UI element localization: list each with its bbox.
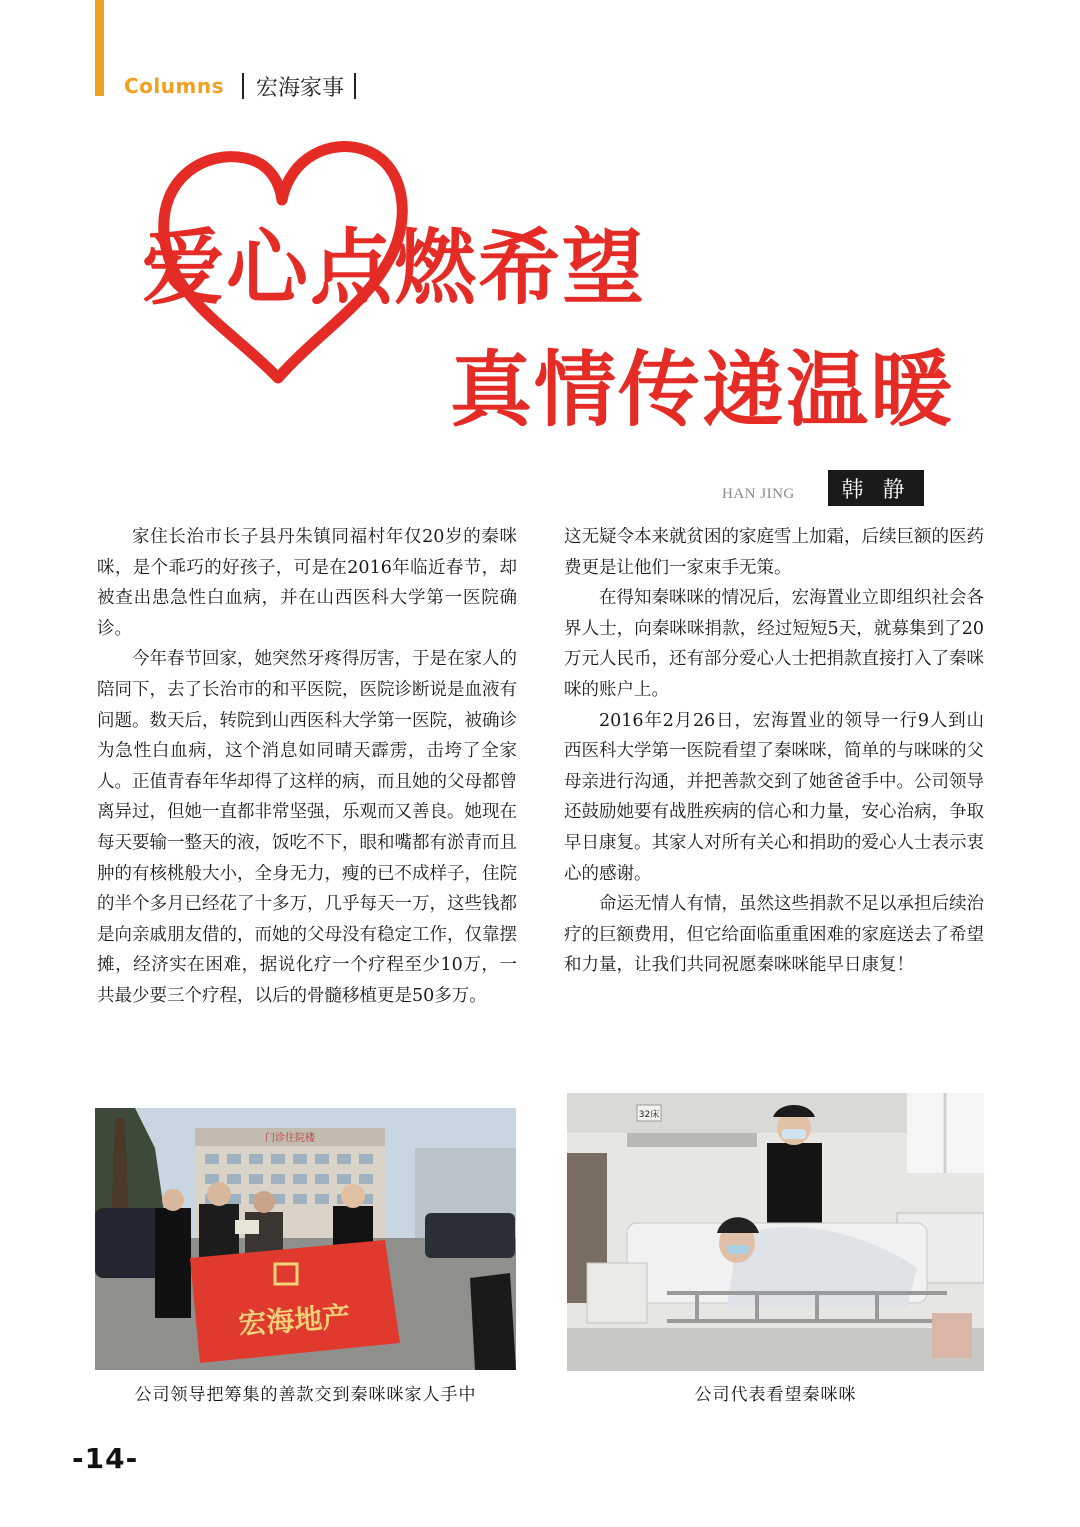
accent-bar (95, 0, 104, 96)
author-pinyin: HAN JING (722, 486, 795, 502)
banner-text: 宏海地产 (237, 1300, 352, 1341)
author-name: 韩 静 (828, 470, 924, 506)
title-line-2: 真情传递温暖 (450, 343, 955, 438)
paragraph: 2016年2月26日，宏海置业的领导一行9人到山西医科大学第一医院看望了秦咪咪，简单的与咪咪的父母亲进行沟通，并把善款交到了她爸爸手中。公司领导还鼓励她要有战胜疾病的信心和力量，安心治病，争取早日康复。其家人对所有关心和捐助的爱心人士表示衷心的感谢。 (564, 710, 984, 884)
photo-donation-handover (95, 1108, 516, 1370)
section-name: 宏海家事 (256, 75, 345, 101)
header-divider (242, 73, 244, 99)
title-line-1: 爱心点燃希望 (142, 221, 647, 316)
article-column-right (564, 522, 984, 981)
paragraph: 命运无情人有情，虽然这些捐款不足以承担后续治疗的巨额费用，但它给面临重重困难的家庭送去了希望和力量，让我们共同祝愿秦咪咪能早日康复！ (564, 894, 984, 976)
paragraph: 今年春节回家，她突然牙疼得厉害，于是在家人的陪同下，去了长治市的和平医院，医院诊断说是血液有问题。数天后，转院到山西医科大学第一医院，被确诊为急性白血病，这个消息如同晴天霹雳，击垮了全家人。正值青春年华却得了这样的病，而且她的父母都曾离异过，但她一直都非常坚强，乐观而又善良。她现在每天要输一整天的液，饭吃不下，眼和嘴都有淤青而且肿的有核桃般大小，全身无力，瘦的已不成样子，住院的半个多月已经花了十多万，几乎每天一万，这些钱都是向亲戚朋友借的，而她的父母没有稳定工作，仅靠摆摊，经济实在困难，据说化疗一个疗程至少10万，一共最少要三个疗程，以后的骨髓移植更是50多万。 (97, 649, 517, 1006)
page-number: -14- (72, 1442, 139, 1475)
room-number: 32床 (638, 1110, 660, 1120)
article-column-left (97, 522, 517, 1012)
paragraph-continued: 这无疑令本来就贫困的家庭雪上加霜，后续巨额的医药费更是让他们一家束手无策。 (564, 527, 984, 578)
photo-caption-right: 公司代表看望秦咪咪 (694, 1385, 857, 1405)
photo-hospital-visit (567, 1093, 984, 1371)
paragraph: 在得知秦咪咪的情况后，宏海置业立即组织社会各界人士，向秦咪咪捐款，经过短短5天，就募集到了20万元人民币，还有部分爱心人士把捐款直接打入了秦咪咪的账户上。 (564, 588, 984, 700)
photo-caption-left: 公司领导把筹集的善款交到秦咪咪家人手中 (134, 1385, 477, 1405)
column-label: Columns (124, 74, 224, 98)
paragraph: 家住长治市长子县丹朱镇同福村年仅20岁的秦咪咪，是个乖巧的好孩子，可是在2016年临近春节，却被查出患急性白血病，并在山西医科大学第一医院确诊。 (97, 527, 517, 639)
building-sign: 门诊住院楼 (265, 1133, 315, 1144)
column-header (124, 68, 356, 104)
header-divider-end (354, 73, 356, 99)
